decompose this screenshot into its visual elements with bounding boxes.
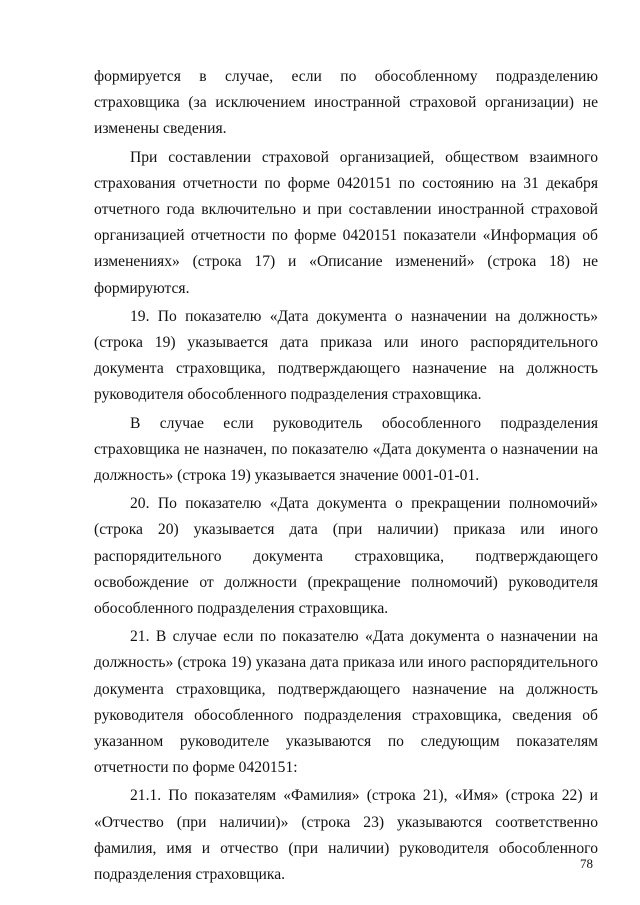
paragraph-item-21-1: 21.1. По показателям «Фамилия» (строка 21), «Имя» (строка 22) и «Отчество (при наличии)» (строка 23) указываются соответственно фамилия, имя и отчество (при наличии) руководителя обособленного подразделения страховщика. <box>94 787 598 884</box>
page-number: 78 <box>580 856 593 871</box>
paragraph-item-19: 19. По показателю «Дата документа о назначении на должность» (строка 19) указывается дата приказа или иного распорядительного документа страховщика, подтверждающего назначение на должность руководителя обособленного подразделения страховщика. <box>94 307 598 404</box>
paragraph-item-20: 20. По показателю «Дата документа о прекращении полномочий» (строка 20) указывается дата (при наличии) приказа или иного распорядительного документа страховщика, подтверждающего освобождение от должности (прекращение полномочий) руководителя обособленного подразделения страховщика. <box>94 495 598 618</box>
paragraph-item-21: 21. В случае если по показателю «Дата документа о назначении на должность» (строка 19) указана дата приказа или иного распорядительного документа страховщика, подтверждающего назначение на должность руководителя обособленного подразделения страховщика, сведения об указанном руководителе указываются по следующим показателям отчетности по форме 0420151: <box>94 628 598 777</box>
paragraph-continuation: формируется в случае, если по обособленному подразделению страховщика (за исключением иностранной страховой организации) не изменены сведения. <box>94 68 598 138</box>
paragraph-item-19-note: В случае если руководитель обособленного подразделения страховщика не назначен, по показателю «Дата документа о назначении на должность» (строка 19) указывается значение 0001-01-01. <box>94 414 598 485</box>
document-page <box>94 64 598 890</box>
paragraph-reporting-rules: При составлении страховой организацией, обществом взаимного страхования отчетности по форме 0420151 по состоянию на 31 декабря отчетного года включительно и при составлении иностранной страховой организацией отчетности по форме 0420151 показатели «Информация об изменениях» (строка 17) и «Описание изменений» (строка 18) не формируются. <box>94 148 598 297</box>
